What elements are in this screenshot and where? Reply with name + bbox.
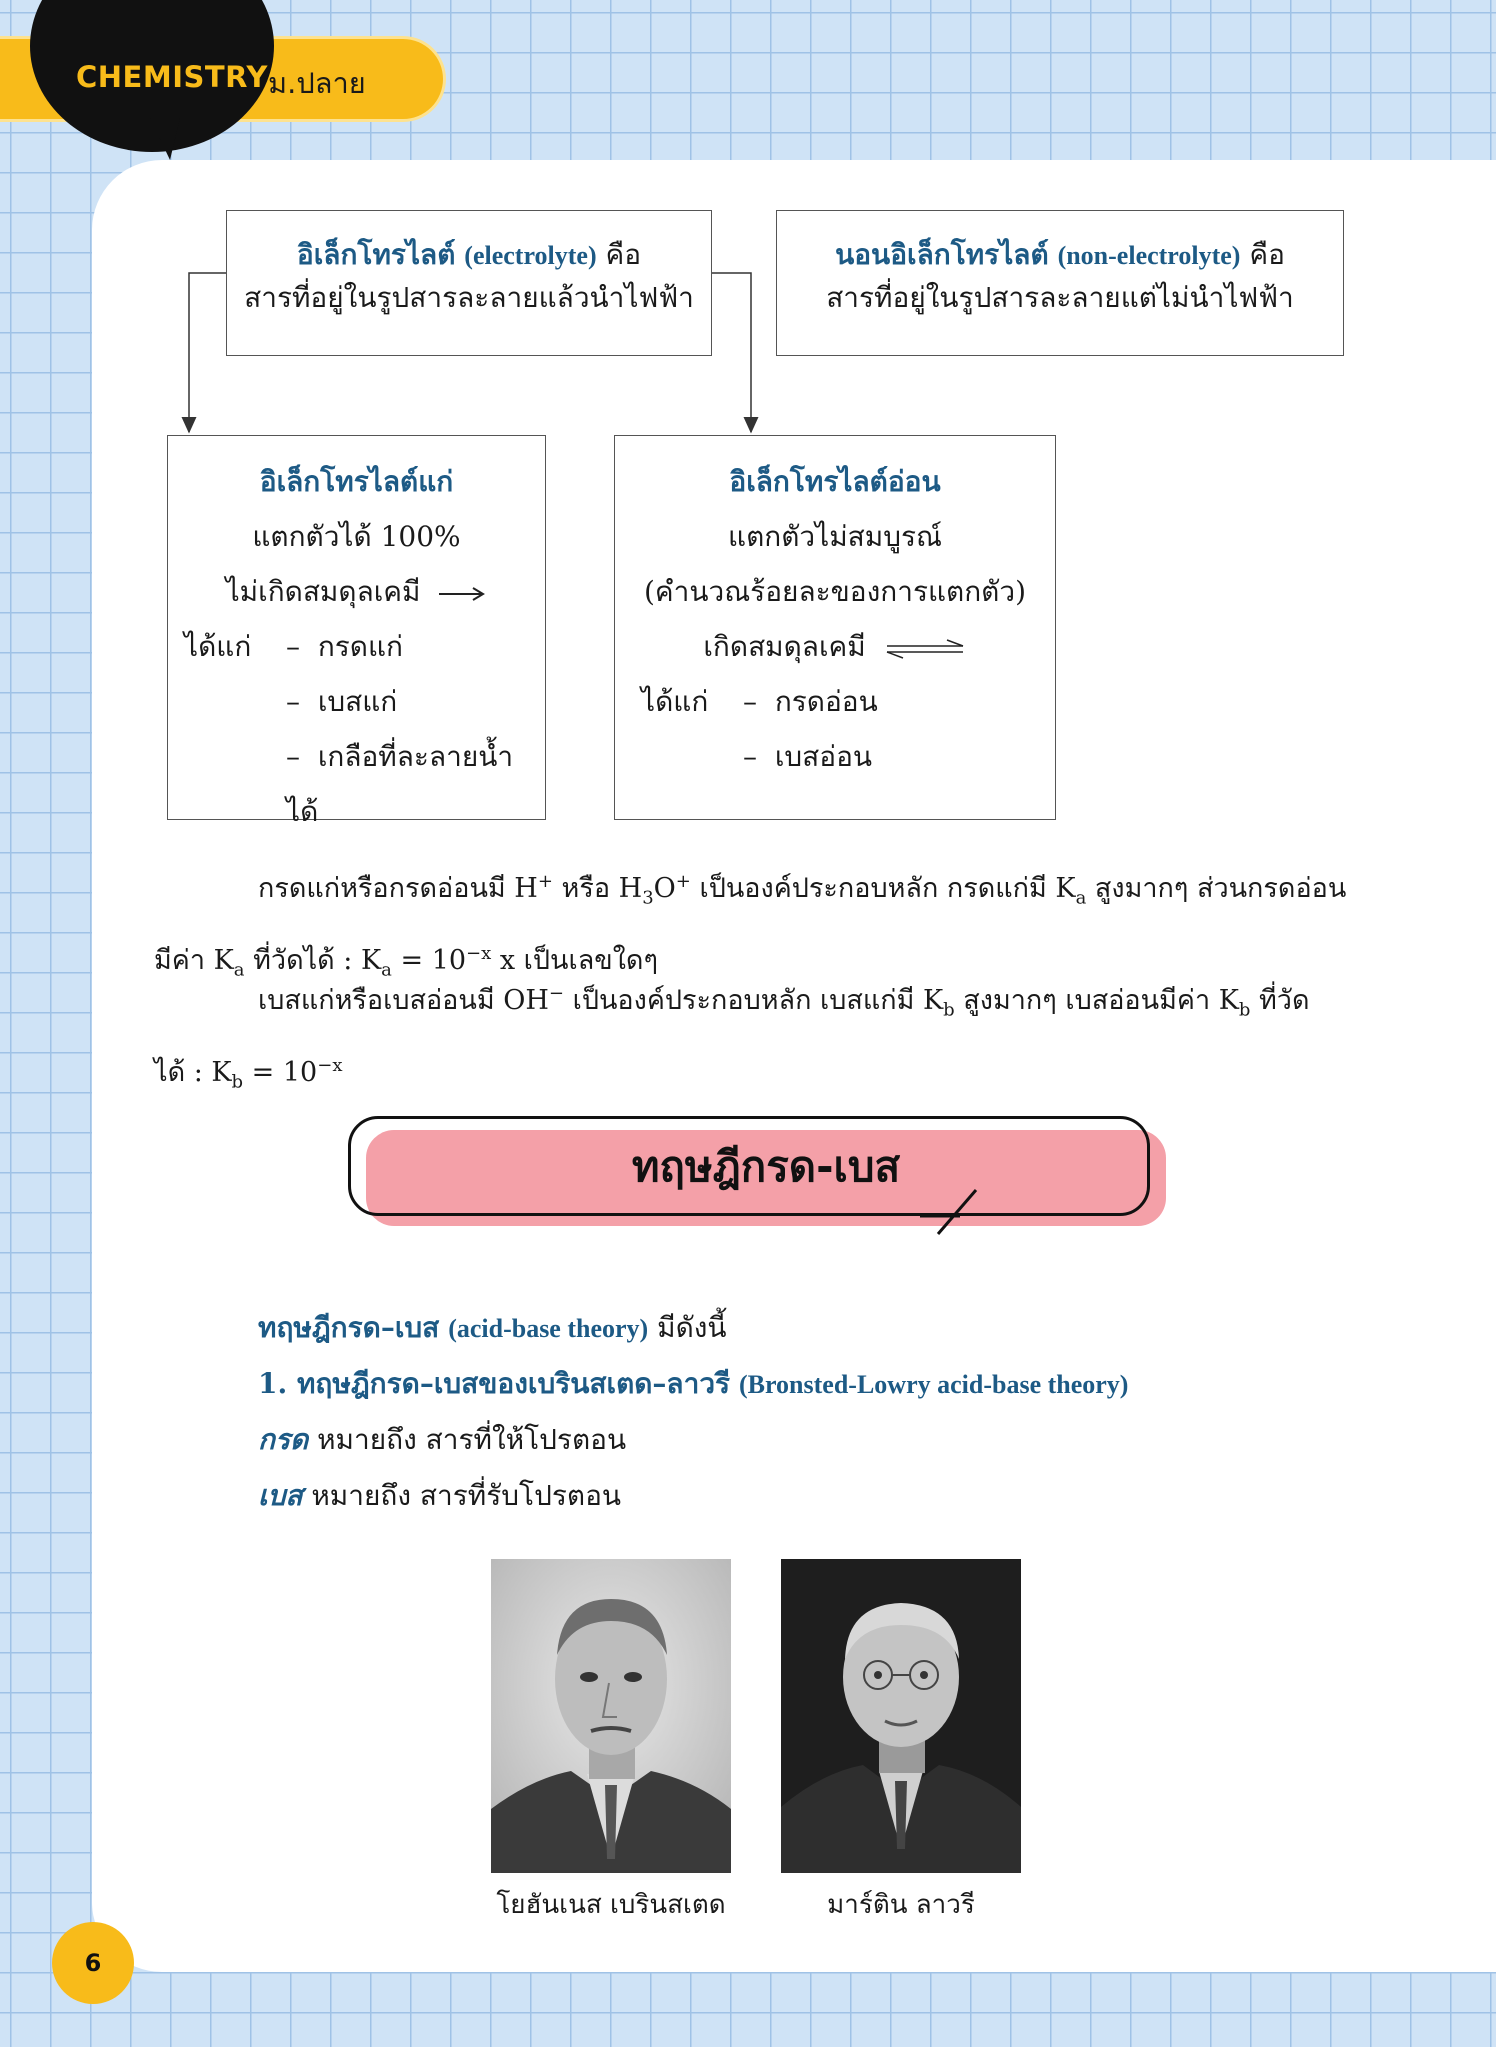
list-item: – กรดอ่อน xyxy=(743,685,878,718)
theory-intro: ทฤษฎีกรด–เบส (acid-base theory) มีดังนี้ xyxy=(258,1311,727,1344)
list-item: – กรดแก่ xyxy=(286,630,403,663)
electrolyte-english: (electrolyte) xyxy=(464,241,597,270)
portrait-lowry-image xyxy=(781,1559,1021,1873)
base-paragraph: เบสแก่หรือเบสอ่อนมี OH− เป็นองค์ประกอบหลัก เบสแก่มี $K_b$ สูงมากๆ เบสอ่อนมีค่า $K_b$ ที่วัด ได้ : $K_b = 10^{-x}$ xyxy=(154,983,1310,1093)
non-electrolyte-english: (non-electrolyte) xyxy=(1057,241,1241,270)
caption-lowry: มาร์ติน ลาวรี xyxy=(827,1890,975,1920)
electrolyte-definition: สารที่อยู่ในรูปสารละลายแล้วนำไฟฟ้า xyxy=(244,281,694,315)
strong-electrolyte-title: อิเล็กโทรไลต์แก่ xyxy=(259,465,454,498)
weak-equilibrium: เกิดสมดุลเคมี xyxy=(703,630,866,663)
acid-definition: กรด หมายถึง สารที่ให้โปรตอน xyxy=(258,1423,627,1456)
non-electrolyte-definition: สารที่อยู่ในรูปสารละลายแต่ไม่นำไฟฟ้า xyxy=(826,281,1294,315)
non-electrolyte-suffix: คือ xyxy=(1249,238,1285,271)
weak-examples-label: ได้แก่ xyxy=(641,685,709,718)
non-electrolyte-definition-box xyxy=(776,210,1344,356)
strong-no-equilibrium: ไม่เกิดสมดุลเคมี xyxy=(225,575,421,608)
strong-electrolyte-box xyxy=(167,435,546,828)
weak-electrolyte-box xyxy=(614,435,1056,820)
weak-dissociation: แตกตัวไม่สมบูรณ์ xyxy=(728,520,942,553)
strong-examples-label: ได้แก่ xyxy=(184,630,252,663)
electrolyte-title: อิเล็กโทรไลต์ xyxy=(296,238,456,271)
weak-electrolyte-title: อิเล็กโทรไลต์อ่อน xyxy=(729,465,941,498)
electrolyte-suffix: คือ xyxy=(605,238,642,271)
page-number: 6 xyxy=(52,1922,134,2004)
level-label: ม.ปลาย xyxy=(268,66,366,100)
electrolyte-definition-box xyxy=(226,210,712,356)
list-item: – เกลือที่ละลายน้ำได้ xyxy=(286,740,514,828)
weak-calc-note: (คำนวณร้อยละของการแตกตัว) xyxy=(643,575,1027,608)
base-definition: เบส หมายถึง สารที่รับโปรตอน xyxy=(258,1479,622,1512)
strong-dissociation: แตกตัวได้ 100% xyxy=(252,520,461,553)
caption-bronsted: โยฮันเนส เบรินสเตด xyxy=(496,1890,726,1920)
equilibrium-arrow-icon xyxy=(883,638,967,660)
portrait-lowry xyxy=(781,1559,1021,1873)
theory-item-1: 1. ทฤษฎีกรด–เบสของเบรินสเตด–ลาวรี (Bronsted-Lowry acid-base theory) xyxy=(258,1367,1129,1400)
list-item: – เบสแก่ xyxy=(286,685,398,718)
section-heading-title: ทฤษฎีกรด-เบส xyxy=(631,1142,901,1191)
subject-label: CHEMISTRY xyxy=(76,60,268,94)
portrait-bronsted xyxy=(491,1559,731,1873)
list-item: – เบสอ่อน xyxy=(743,740,873,773)
non-electrolyte-title: นอนอิเล็กโทรไลต์ xyxy=(835,238,1049,271)
acid-paragraph: กรดแก่หรือกรดอ่อนมี H+ หรือ $H_3O^+$ เป็นองค์ประกอบหลัก กรดแก่มี $K_a$ สูงมากๆ ส่วนกรดอ่อน มีค่า $K_a$ ที่วัดได้ : $K_a = 10^{-x}$ x เป็นเลขใดๆ xyxy=(154,871,1347,981)
right-arrow-icon xyxy=(437,584,487,604)
portrait-bronsted-image xyxy=(491,1559,731,1873)
